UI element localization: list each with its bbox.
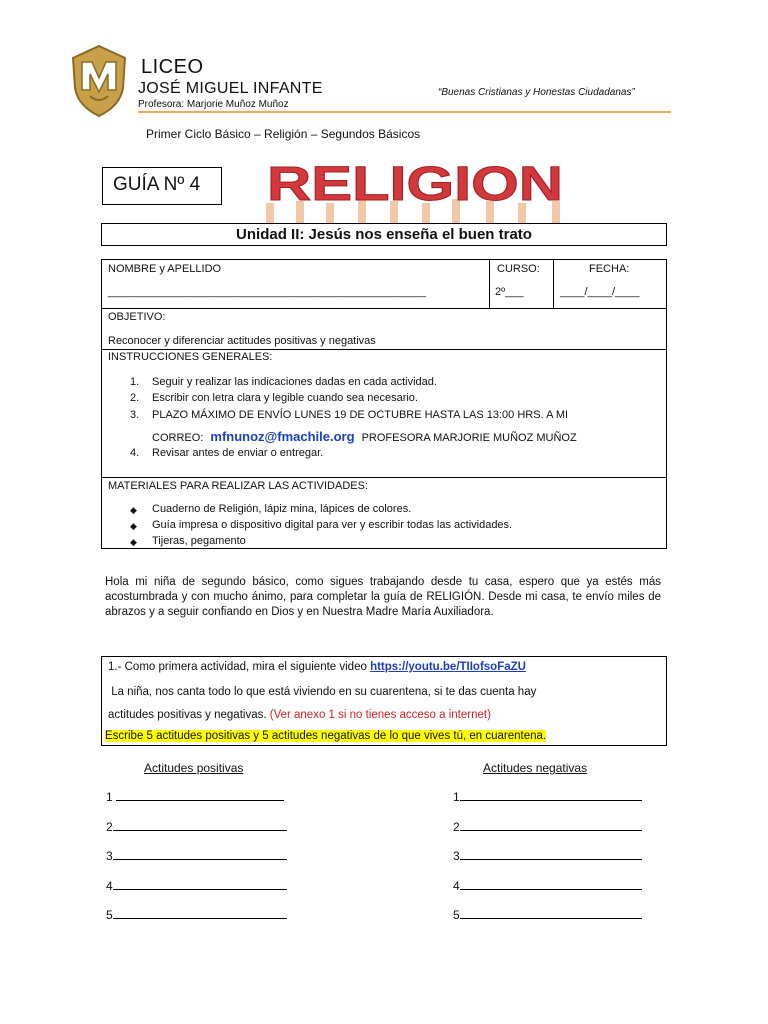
material-item: Guía impresa o dispositivo digital para ver y escribir todas las actividades. <box>152 519 513 531</box>
instruction-item: Escribir con letra clara y legible cuando sea necesario. <box>152 392 418 404</box>
instruction-number: 2. <box>130 392 140 404</box>
date-field[interactable]: ____/____/____ <box>560 286 640 298</box>
positive-item-2[interactable]: 2 <box>106 820 287 834</box>
positive-item-3[interactable]: 3 <box>106 849 287 863</box>
bullet-icon: ◆ <box>130 505 137 515</box>
negative-item-5[interactable]: 5 <box>453 908 642 922</box>
highlighted-task: Escribe 5 actitudes positivas y 5 actitudes negativas de lo que vives tú, en cuarentena. <box>105 730 547 742</box>
school-name-line2: JOSÉ MIGUEL INFANTE <box>138 80 323 97</box>
name-label: NOMBRE y APELLIDO <box>108 263 222 275</box>
guide-number-box: GUÍA Nº 4 <box>102 167 222 205</box>
objective-box <box>101 308 667 350</box>
instructions-label: INSTRUCCIONES GENERALES: <box>108 351 273 363</box>
instruction-number: 1. <box>130 376 140 388</box>
intro-paragraph: Hola mi niña de segundo básico, como sigues trabajando desde tu casa, espero que ya estés más acostumbrada y con mucho ánimo, para completar la guía de RELIGIÓN. Desde mi casa, te envío miles de abrazos y a seguir confiando en Dios y en Nuestra Madre María Auxiliadora. <box>105 576 661 618</box>
student-info-row <box>101 259 667 309</box>
positive-item-4[interactable]: 4 <box>106 879 287 893</box>
negative-item-1[interactable]: 1 <box>453 790 642 804</box>
instructions-box <box>101 349 667 478</box>
date-label: FECHA: <box>589 263 630 275</box>
instruction-number: 3. <box>130 409 140 421</box>
material-item: Tijeras, pegamento <box>152 535 246 547</box>
correo-suffix: PROFESORA MARJORIE MUÑOZ MUÑOZ <box>361 432 577 444</box>
bullet-icon: ◆ <box>130 537 137 547</box>
name-field[interactable]: ____________________________________________________ <box>108 286 427 298</box>
instruction-number: 4. <box>130 447 140 459</box>
negative-item-2[interactable]: 2 <box>453 820 642 834</box>
negative-item-3[interactable]: 3 <box>453 849 642 863</box>
video-link[interactable]: https://youtu.be/TIIofsoFaZU <box>370 661 526 673</box>
instruction-item: PLAZO MÁXIMO DE ENVÍO LUNES 19 DE OCTUBRE HASTA LAS 13:00 HRS. A MI <box>152 409 569 421</box>
course-field[interactable]: 2º___ <box>495 286 524 298</box>
objective-label: OBJETIVO: <box>108 311 166 323</box>
activity-description: La niña, nos canta todo lo que está viviendo en su cuarentena, si te das cuenta hay <box>108 686 537 698</box>
negative-list-title: Actitudes negativas <box>483 761 588 775</box>
header-divider <box>138 111 671 113</box>
subject-line: Primer Ciclo Básico – Religión – Segundos Básicos <box>146 127 421 141</box>
school-crest-logo <box>70 44 128 118</box>
materials-box <box>101 477 667 549</box>
instruction-item: Seguir y realizar las indicaciones dadas en cada actividad. <box>152 376 437 388</box>
teacher-name: Profesora: Marjorie Muñoz Muñoz <box>138 99 289 110</box>
bullet-icon: ◆ <box>130 521 137 531</box>
unit-title: Unidad II: Jesús nos enseña el buen trato <box>101 223 667 246</box>
school-motto: “Buenas Cristianas y Honestas Ciudadanas” <box>438 87 635 98</box>
religion-banner-text: RELIGION <box>267 158 563 211</box>
activity-box <box>101 656 667 746</box>
course-label: CURSO: <box>497 263 540 275</box>
positive-item-5[interactable]: 5 <box>106 908 287 922</box>
materials-label: MATERIALES PARA REALIZAR LAS ACTIVIDADES: <box>108 480 369 492</box>
positive-item-1[interactable]: 1 <box>106 790 284 804</box>
activity-instruction: 1.- Como primera actividad, mira el siguiente video <box>108 661 367 673</box>
objective-text: Reconocer y diferenciar actitudes positivas y negativas <box>108 335 376 347</box>
religion-banner-image <box>262 155 568 223</box>
material-item: Cuaderno de Religión, lápiz mina, lápices de colores. <box>152 503 412 515</box>
positive-list-title: Actitudes positivas <box>144 761 244 775</box>
annex-note: (Ver anexo 1 si no tienes acceso a internet) <box>269 709 491 721</box>
correo-label: CORREO: <box>152 432 204 444</box>
email-link[interactable]: mfnunoz@fmachile.org <box>210 429 355 444</box>
negative-item-4[interactable]: 4 <box>453 879 642 893</box>
school-name-line1: LICEO <box>141 56 204 78</box>
activity-description-end: actitudes positivas y negativas. <box>108 709 267 721</box>
instruction-item: Revisar antes de enviar o entregar. <box>152 447 324 459</box>
